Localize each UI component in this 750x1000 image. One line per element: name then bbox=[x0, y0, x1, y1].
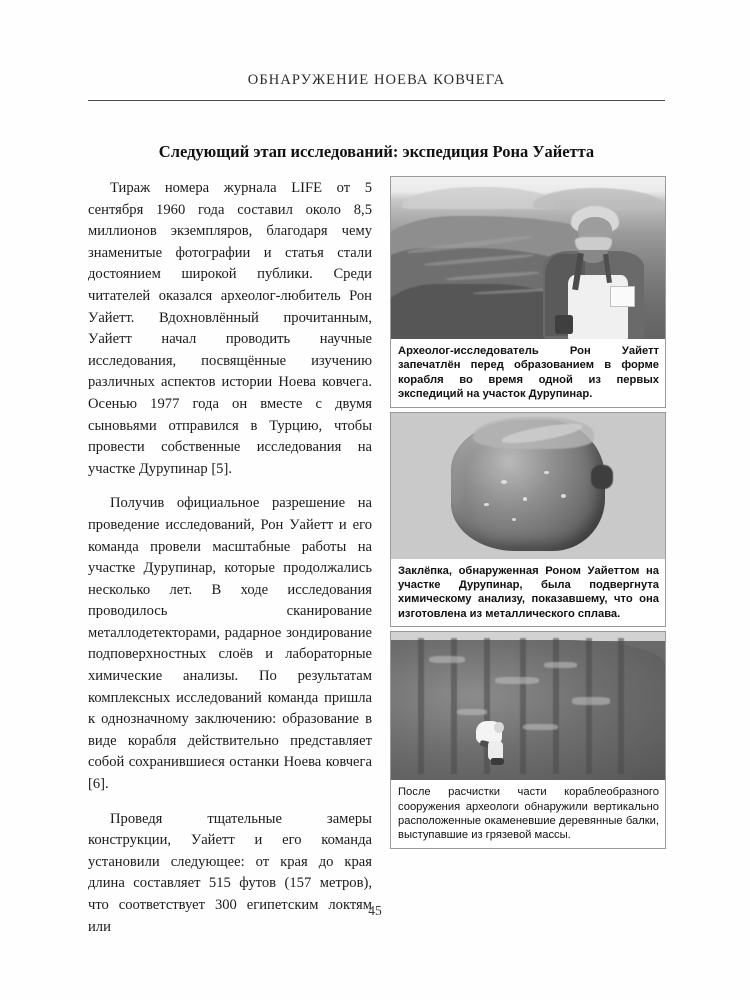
photo-excavated-petrified-beams bbox=[391, 632, 665, 780]
petrified-beam-4 bbox=[520, 638, 526, 774]
rivet-specimen-notch bbox=[591, 465, 613, 488]
running-head: ОБНАРУЖЕНИЕ НОЕВА КОВЧЕГА bbox=[247, 72, 506, 88]
rivet-speck-2 bbox=[523, 497, 528, 501]
page-number: 45 bbox=[368, 903, 382, 918]
person-figure bbox=[536, 206, 651, 339]
rock-highlight-4 bbox=[572, 697, 610, 704]
figure-1 bbox=[390, 176, 666, 408]
figure-3 bbox=[390, 631, 666, 849]
rivet-speck-6 bbox=[512, 518, 516, 521]
body-text-column bbox=[88, 178, 372, 938]
rock-highlight-2 bbox=[495, 677, 539, 684]
photo-metal-rivet-specimen bbox=[391, 413, 665, 559]
mountain-ridge-far-icon bbox=[402, 187, 555, 210]
photo-durupinar-ron-wyatt-landscape bbox=[391, 177, 665, 339]
paragraph-2: Получив официальное разрешение на проведение исследований, Рон Уайетт и его команда провели масштабные работы на участке Дурупинар, которые продолжались несколько лет. В ходе исследования проводилось сканирование металлодетекторами, радарное зондирование подповерхностных слоёв и лабораторные химические анализы. По результатам комплексных исследований команда пришла к однозначному заключению: образование в виде корабля действительно представляет собой сохранившиеся останки Ноева ковчега [6]. bbox=[88, 495, 372, 793]
figure-2 bbox=[390, 412, 666, 628]
petrified-beam-1 bbox=[418, 638, 424, 774]
rivet-speck-1 bbox=[501, 480, 507, 484]
paragraph-1: Тираж номера журнала LIFE от 5 сентября 1960 года составил около 8,5 миллионов экземпляров, благодаря чему знаменитые фотографии и статья стали достоянием широкой публики. Среди читателей оказался археолог-любитель Рон Уайетт. Вдохновлённый прочитанным, Уайетт начал проводить научные исследования, посвящённые изучению различных аспектов истории Ноева ковчега. Осенью 1977 года он вместе с двумя сыновьями отправился в Турцию, чтобы провести собственные исследования на участке Дурупинар [5]. bbox=[88, 180, 372, 477]
header-divider bbox=[88, 100, 665, 101]
paragraph-3: Проведя тщательные замеры конструкции, Уайетт и его команда установили следующее: от края до края длина составляет 515 футов (157 метров), что соответствует 300 египетским локтям или bbox=[88, 810, 372, 935]
petrified-beam-6 bbox=[586, 638, 592, 774]
worker-leg bbox=[488, 741, 503, 760]
figure-column bbox=[390, 176, 666, 849]
rock-highlight-3 bbox=[544, 662, 577, 668]
figure-2-caption: Заклёпка, обнаруженная Роном Уайеттом на участке Дурупинар, была подвергнута химическому анализу, показавшему, что она изготовлена из металлического сплава. bbox=[391, 559, 665, 627]
page-title: Следующий этап исследований: экспедиция Рона Уайетта bbox=[158, 142, 595, 162]
person-pocket bbox=[610, 286, 635, 307]
rock-highlight-6 bbox=[523, 724, 559, 730]
petrified-beam-7 bbox=[618, 638, 624, 774]
camera-icon bbox=[555, 315, 573, 334]
worker-head bbox=[494, 722, 504, 733]
rock-highlight-1 bbox=[429, 656, 465, 663]
petrified-beam-5 bbox=[553, 638, 559, 774]
worker-figure bbox=[476, 721, 509, 765]
figure-3-caption: После расчистки части кораблеобразного сооружения археологи обнаружили вертикально расположенные окаменевшие деревянные балки, выступавшие из грязевой массы. bbox=[391, 780, 665, 848]
worker-boot bbox=[491, 758, 504, 765]
rock-highlight-5 bbox=[457, 709, 487, 715]
figure-1-caption: Археолог-исследователь Рон Уайетт запечатлён перед образованием в форме корабля во время одной из первых экспедиций на участок Дурупинар. bbox=[391, 339, 665, 407]
